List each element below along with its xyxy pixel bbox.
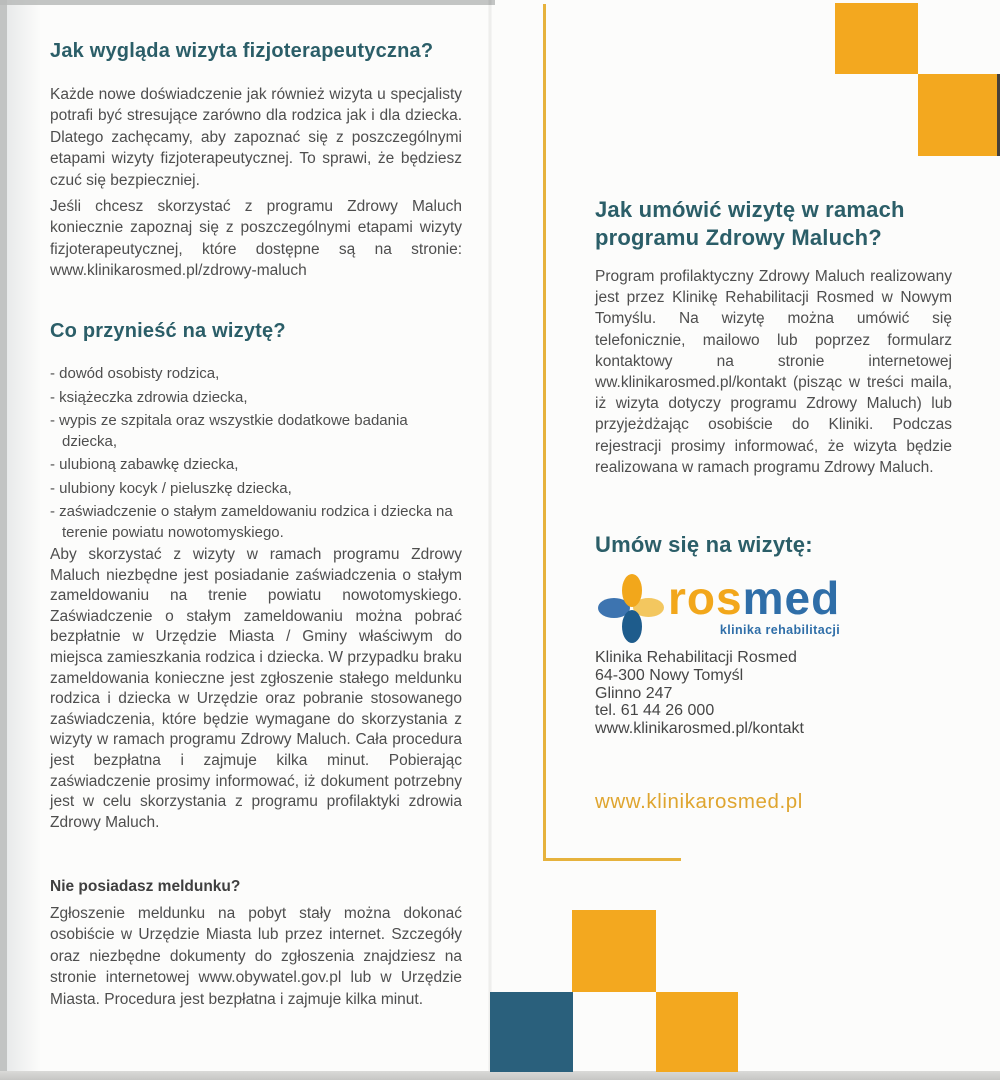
- left-section1-paragraph1: Każde nowe doświadczenie jak również wizyta u specjalisty potrafi być stresujące zarówno dla rodzica jak i dla dziecka. Dlatego zachęcamy, aby zapoznać się z poszczególnymi etapami wizyty fizjoterapeutycznej. To sprawi, że będziesz czuć się bezpieczniej.: [50, 86, 462, 189]
- address-line-city: 64-300 Nowy Tomyśl: [595, 666, 744, 684]
- list-item: - książeczka zdrowia dziecka,: [50, 388, 248, 406]
- list-item: - dowód osobisty rodzica,: [50, 365, 220, 382]
- scan-edge-top: [0, 0, 495, 5]
- gold-horizontal-rule: [543, 858, 681, 861]
- deco-square-bottom-blue: [490, 992, 573, 1072]
- right-section-heading: [595, 196, 965, 252]
- rosmed-flower-icon: [596, 572, 660, 646]
- scan-shadow-left-gradient: [7, 0, 41, 1080]
- logo-text: [668, 574, 840, 637]
- panel-fold-divider: [488, 0, 492, 1080]
- checklist: [50, 364, 464, 546]
- left-section1-heading: Jak wygląda wizyta fizjoterapeutyczna?: [50, 40, 434, 62]
- right-heading-line1: Jak umówić wizytę w ramach: [595, 197, 905, 222]
- website-url: www.klinikarosmed.pl: [595, 790, 803, 813]
- address-line-name: Klinika Rehabilitacji Rosmed: [595, 649, 797, 666]
- left-registration-paragraph: Zgłoszenie meldunku na pobyt stały można dokonać osobiście w Urzędzie Miasta lub przez internet. Szczegóły oraz niezbędne dokumenty do zgłoszenia znajdziesz na stronie internetowej www.obywatel.gov.pl lub w Urzędzie Miasta. Procedura jest bezpłatna i zajmuje kilka minut.: [50, 905, 462, 1008]
- list-item: - ulubioną zabawkę dziecka,: [50, 456, 239, 473]
- logo-word-ros: ros: [668, 572, 743, 624]
- clinic-address-block: [595, 649, 804, 738]
- list-item: - wypis ze szpitala oraz wszystkie dodatkowe badania dziecka,: [50, 412, 408, 450]
- left-section2-heading: Co przynieść na wizytę?: [50, 320, 286, 342]
- rosmed-logo: [596, 572, 840, 646]
- list-item: - zaświadczenie o stałym zameldowaniu rodzica i dziecka na terenie powiatu nowotomyskiego.: [50, 503, 453, 541]
- left-certificate-paragraph: Aby skorzystać z wizyty w ramach programu Zdrowy Maluch niezbędne jest posiadanie zaświadczenia o stałym zameldowaniu na trenie powiatu nowotomyskiego. Zaświadczenie o stałym zameldowaniu można pobrać bezpłatnie w Urzędzie Miasta / Gminy właściwym do miejsca zamieszkania rodzica i dziecka. W przypadku braku zameldowania konieczne jest zgłoszenie stałego meldunku rodzica i dziecka w Urzędzie oraz pobranie stosowanego zaświadczenia, które będzie wymagane do skorzystania z wizyty w ramach programu Zdrowy Maluch. Cała procedura jest bezpłatna i zajmuje kilka minut. Pobierając zaświadczenie prosimy informować, iż dokument potrzebny jest w celu skorzystania z programu profilaktyki zdrowia Zdrowy Maluch.: [50, 546, 462, 831]
- address-line-street: Glinno 247: [595, 684, 673, 702]
- address-line-contact-url: www.klinikarosmed.pl/kontakt: [595, 720, 804, 738]
- logo-word-med: med: [742, 572, 841, 624]
- deco-square-top-right-1: [835, 3, 918, 74]
- logo-petal-top: [622, 574, 642, 607]
- logo-wordmark: [668, 574, 840, 622]
- list-item: - ulubiony kocyk / pieluszkę dziecka,: [50, 479, 292, 497]
- left-section1-paragraph2: Jeśli chcesz skorzystać z programu Zdrowy Maluch koniecznie zapoznaj się z poszczególnymi etapami wizyty fizjoterapeutycznej, które dostępne są na stronie: www.klinikarosmed.pl/zdrowy-maluch: [50, 198, 462, 280]
- address-line-phone: tel. 61 44 26 000: [595, 702, 715, 720]
- right-heading-line2: programu Zdrowy Maluch?: [595, 225, 882, 250]
- deco-square-top-right-2: [918, 74, 1000, 156]
- scan-edge-bottom: [0, 1071, 1000, 1080]
- deco-square-bottom-gold-lower: [656, 992, 738, 1072]
- logo-tagline: klinika rehabilitacji: [719, 623, 841, 637]
- logo-petal-bottom: [622, 610, 642, 643]
- left-subheading-no-registration: Nie posiadasz meldunku?: [50, 878, 241, 895]
- deco-square-bottom-gold-upper: [572, 910, 656, 992]
- right-booking-paragraph: Program profilaktyczny Zdrowy Maluch realizowany jest przez Klinikę Rehabilitacji Rosmed w Nowym Tomyślu. Na wizytę można umówić się telefonicznie, mailowo lub poprzez formularz kontaktowy na stronie internetowej ww.klinikarosmed.pl/kontakt (pisząc w treści maila, iż wizyta dotyczy programu Zdrowy Maluch) lub przyjeżdżając osobiście do Kliniki. Podczas rejestracji prosimy informować, że wizyta będzie realizowana w ramach programu Zdrowy Maluch.: [595, 268, 952, 476]
- scan-edge-left: [0, 0, 7, 1080]
- cta-heading: Umów się na wizytę:: [595, 532, 813, 557]
- gold-vertical-rule: [543, 4, 546, 860]
